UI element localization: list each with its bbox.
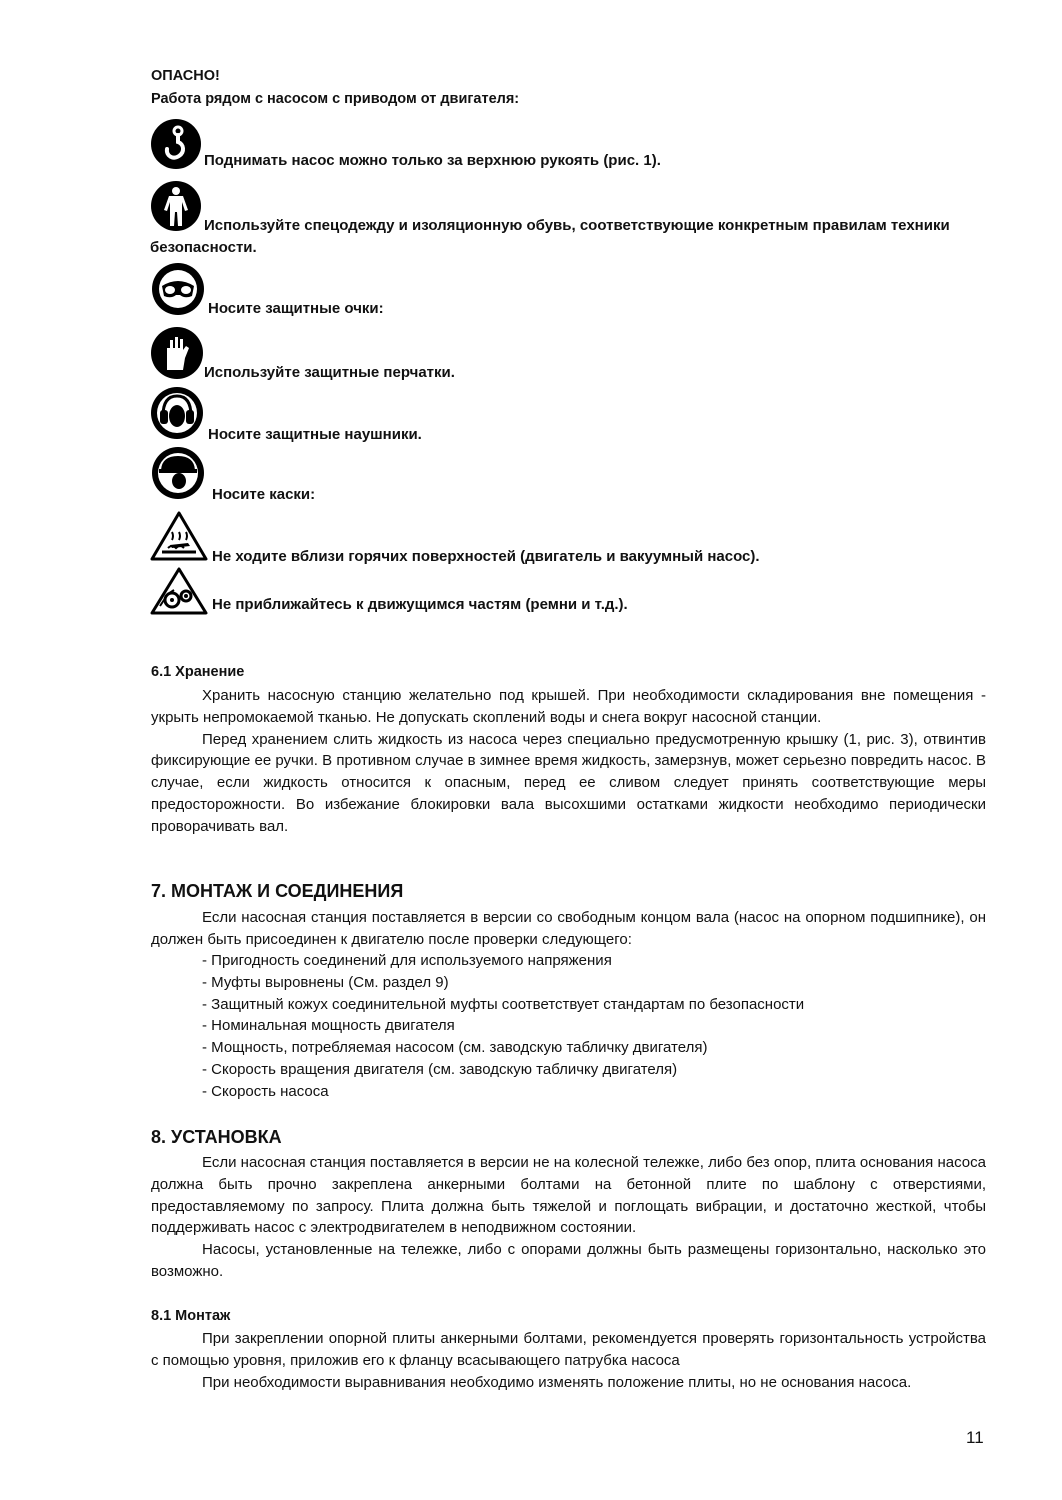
safety-item-text: Используйте спецодежду и изоляционную обувь, соответствующие конкретным правилам техники безопасности. — [150, 217, 950, 256]
danger-title: ОПАСНО! — [151, 68, 220, 84]
list-item: - Скорость вращения двигателя (см. заводскую табличку двигателя) — [202, 1060, 678, 1078]
safety-item-text: Поднимать насос можно только за верхнюю рукоять (рис. 1). — [204, 152, 661, 169]
page-number: 11 — [966, 1428, 984, 1447]
safety-item-moving-parts — [150, 566, 990, 616]
safety-item-helmet — [150, 446, 990, 502]
safety-item-hot-surface — [150, 510, 990, 564]
ear-protection-icon — [150, 386, 204, 440]
list-item: - Защитный кожух соединительной муфты соответствует стандартам по безопасности — [202, 995, 805, 1013]
list-item: - Мощность, потребляемая насосом (см. заводскую табличку двигателя) — [202, 1039, 708, 1057]
paragraph: Если насосная станция поставляется в версии не на колесной тележке, либо без опор, плита основания насоса должна быть прочно закреплена анкерными болтами на бетонной плите по шаблону с отверстиями, предоставляемому по запросу. Плита должна быть тяжелой и поглощать вибрации, и достаточно жесткой, чтобы поддерживать насос с электродвигателем в неподвижном состоянии. — [151, 1154, 986, 1237]
hot-surface-warning-icon — [150, 510, 208, 562]
safety-item-text: Используйте защитные перчатки. — [204, 364, 455, 381]
safety-item-gloves — [150, 326, 990, 382]
danger-subtitle: Работа рядом с насосом с приводом от двигателя: — [151, 91, 520, 107]
safety-item-ear — [150, 386, 990, 442]
section-6-1-body — [151, 685, 986, 838]
list-item: - Муфты выровнены (См. раздел 9) — [202, 973, 449, 991]
safety-item-text: Не ходите вблизи горячих поверхностей (двигатель и вакуумный насос). — [212, 548, 760, 565]
section-7-heading: 7. МОНТАЖ И СОЕДИНЕНИЯ — [151, 881, 404, 901]
section-8-1-heading: 8.1 Монтаж — [151, 1308, 231, 1324]
safety-item-lift — [150, 118, 990, 170]
safety-goggles-icon — [150, 262, 206, 316]
moving-parts-warning-icon — [150, 566, 208, 616]
list-item: - Пригодность соединений для используемого напряжения — [202, 952, 612, 969]
safety-item-clothing — [150, 180, 990, 260]
section-6-1-heading: 6.1 Хранение — [151, 664, 245, 680]
section-7-intro — [151, 907, 986, 951]
paragraph: При закреплении опорной плиты анкерными болтами, рекомендуется проверять горизонтальность устройства с помощью уровня, приложив его к фланцу всасывающего патрубка насоса — [151, 1330, 986, 1369]
paragraph: Хранить насосную станцию желательно под крышей. При необходимости складирования вне помещения - укрыть непромокаемой тканью. Не допускать скоплений воды и снега вокруг насосной станции. — [151, 687, 986, 726]
section-8-heading: 8. УСТАНОВКА — [151, 1127, 282, 1147]
paragraph: Если насосная станция поставляется в версии со свободным концом вала (насос на опорном подшипнике), он должен быть присоединен к двигателю после проверки следующего: — [151, 909, 986, 948]
section-8-1-body — [151, 1328, 986, 1393]
safety-item-text: Не приближайтесь к движущимся частям (ремни и т.д.). — [212, 596, 628, 613]
paragraph: Насосы, установленные на тележке, либо с опорами должны быть размещены горизонтально, насколько это возможно. — [151, 1241, 986, 1280]
safety-item-text: Носите защитные очки: — [208, 300, 384, 317]
safety-item-text: Носите каски: — [212, 486, 316, 503]
paragraph: При необходимости выравнивания необходимо изменять положение плиты, но не основания насоса. — [202, 1373, 912, 1391]
list-item: - Скорость насоса — [202, 1082, 329, 1100]
section-8-body — [151, 1152, 986, 1283]
hard-hat-icon — [150, 446, 206, 500]
safety-item-goggles — [150, 262, 990, 316]
list-item: - Номинальная мощность двигателя — [202, 1017, 455, 1035]
lift-hook-icon — [150, 118, 202, 170]
paragraph: Перед хранением слить жидкость из насоса через специально предусмотренную крышку (1, рис. 3), отвинтив фиксирующие ее ручки. В противном случае в зимнее время жидкость, замерзнув, может серьезно повредить насос. В случае, если жидкость относится к опасным, перед ее сливом следует принять соответствующие меры предосторожности. Во избежание блокировки вала высохшими остатками жидкости необходимо периодически проворачивать вал. — [151, 730, 986, 835]
safety-item-text: Носите защитные наушники. — [208, 426, 422, 443]
protective-gloves-icon — [150, 326, 204, 380]
section-7-checklist — [202, 950, 804, 1103]
